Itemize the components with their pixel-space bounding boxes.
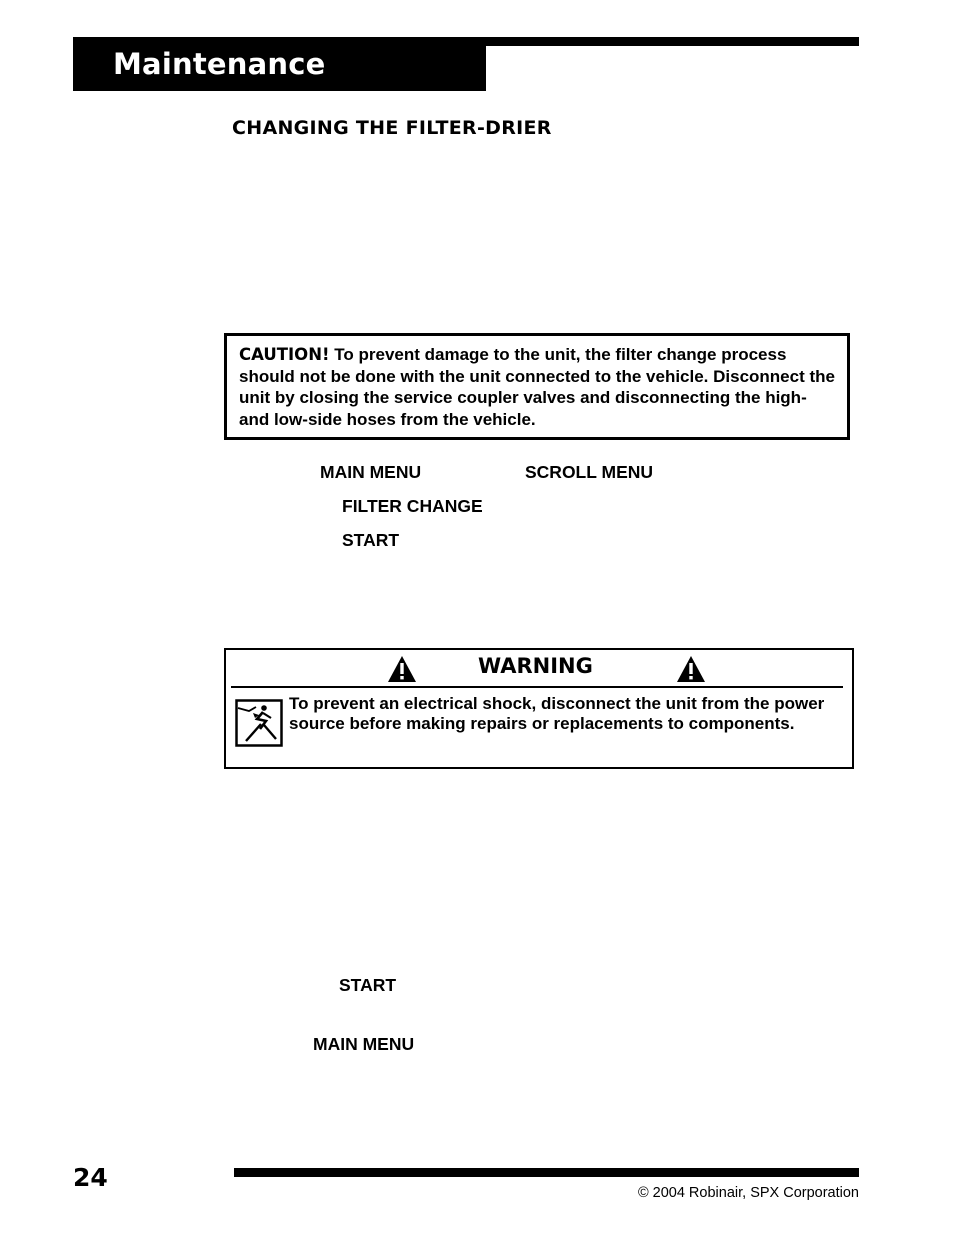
command-main-menu: MAIN MENU [313,1034,415,1054]
command-start: START [339,975,397,995]
caution-box [224,333,850,440]
warning-triangle-icon [676,655,706,683]
warning-triangle-icon [387,655,417,683]
command-scroll-menu: SCROLL MENU [525,462,654,482]
warning-divider [231,686,843,688]
footer-rule [234,1168,859,1177]
page-title: Maintenance [113,47,326,81]
command-main-menu: MAIN MENU [320,462,422,482]
warning-text: To prevent an electrical shock, disconnect the unit from the power source before making repairs or replacements to components. [289,694,825,733]
warning-title: WARNING [478,654,593,678]
electrical-shock-icon [235,699,283,747]
section-title: CHANGING THE FILTER-DRIER [232,117,552,139]
caution-text: To prevent damage to the unit, the filter change process should not be done with the unit connected to the vehicle. Disconnect the unit by closing the service coupler valves and disconnecting the high- and low-side hoses from the vehicle. [239,345,835,429]
command-start: START [342,530,400,550]
caution-label: CAUTION! [239,345,330,364]
page-number: 24 [73,1163,108,1192]
caution-paragraph [239,344,837,430]
warning-box [224,648,854,769]
copyright-text: © 2004 Robinair, SPX Corporation [637,1185,859,1201]
command-filter-change: FILTER CHANGE [342,496,483,516]
